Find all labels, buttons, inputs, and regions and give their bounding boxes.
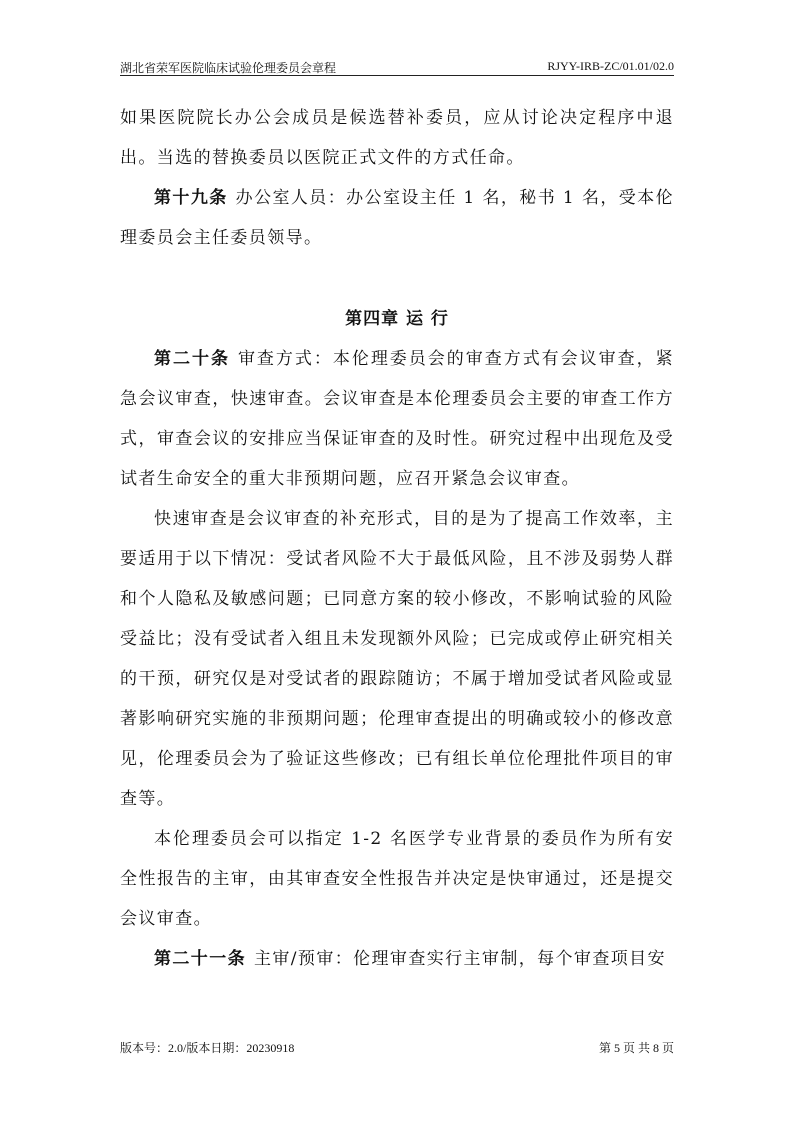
article-21-text: 主审/预审：伦理审查实行主审制，每个审查项目安 xyxy=(254,949,666,969)
chapter-heading: 第四章 运 行 xyxy=(345,309,449,329)
article-20-text: 审查方式：本伦理委员会的审查方式有会议审查，紧急会议审查，快速审查。会议审查是本伦理委员会主要的审查工作方式，审查会议的安排应当保证审查的及时性。研究过程中出现危及受试者生命安全的重大非预期问题，应召开紧急会议审查。 xyxy=(120,349,674,489)
article-19-label: 第十九条 xyxy=(154,188,228,208)
article-21 xyxy=(120,939,674,979)
article-20-label: 第二十条 xyxy=(154,349,230,369)
header-divider xyxy=(120,75,674,76)
article-19-text: 办公室人员：办公室设主任 1 名，秘书 1 名，受本伦理委员会主任委员领导。 xyxy=(120,188,674,248)
article-19 xyxy=(120,178,674,258)
article-21-label: 第二十一条 xyxy=(154,949,246,969)
footer-version: 版本号：2.0/版本日期：20230918 xyxy=(120,1041,295,1055)
header-doc-code: RJYY-IRB-ZC/01.01/02.0 xyxy=(547,59,674,73)
document-body xyxy=(120,98,674,979)
paragraph-continued: 如果医院院长办公会成员是候选替补委员，应从讨论决定程序中退出。当选的替换委员以医院正式文件的方式任命。 xyxy=(120,108,674,168)
footer-page-number: 第 5 页 共 8 页 xyxy=(598,1041,674,1055)
header-title: 湖北省荣军医院临床试验伦理委员会章程 xyxy=(120,61,337,75)
paragraph-fast-review: 快速审查是会议审查的补充形式，目的是为了提高工作效率，主要适用于以下情况：受试者风险不大于最低风险，且不涉及弱势人群和个人隐私及敏感问题；已同意方案的较小修改，不影响试验的风险受益比；没有受试者入组且未发现额外风险；已完成或停止研究相关的干预，研究仅是对受试者的跟踪随访；不属于增加受试者风险或显著影响研究实施的非预期问题；伦理审查提出的明确或较小的修改意见，伦理委员会为了验证这些修改；已有组长单位伦理批件项目的审查等。 xyxy=(120,509,674,809)
paragraph-safety-report: 本伦理委员会可以指定 1-2 名医学专业背景的委员作为所有安全性报告的主审，由其审查安全性报告并决定是快审通过，还是提交会议审查。 xyxy=(120,829,674,929)
article-20 xyxy=(120,339,674,499)
